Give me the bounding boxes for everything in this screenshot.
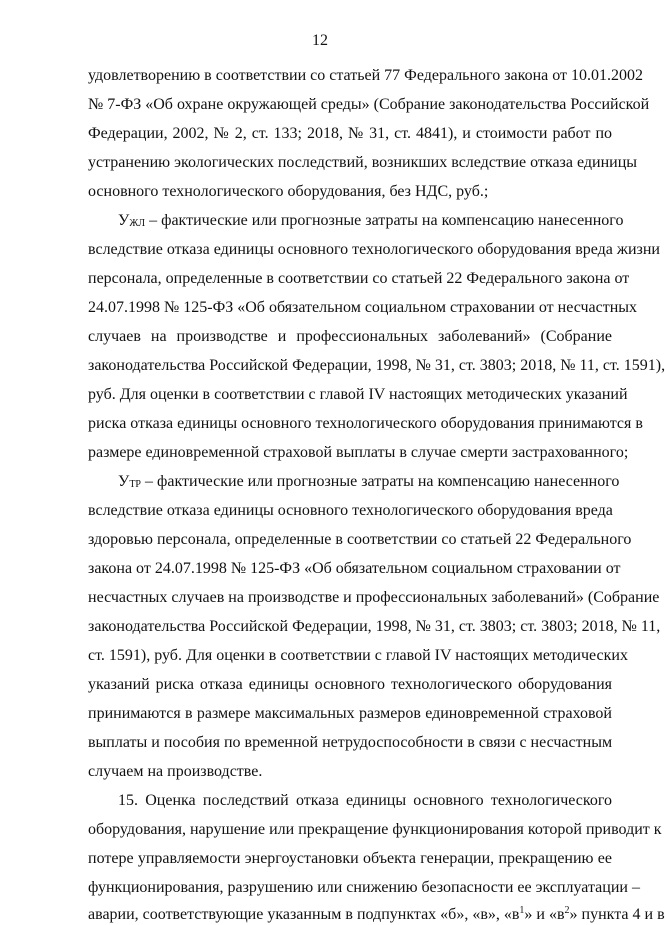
text-line: случаев на производстве и профессиональных заболеваний» (Собрание — [88, 328, 612, 345]
text-line: указаний риска отказа единицы основного технологического оборудования — [88, 676, 612, 693]
text-line: ст. 1591), руб. Для оценки в соответствии с главой IV настоящих методических — [88, 647, 628, 664]
text-line: вследствие отказа единицы основного технологического оборудования вреда жизни — [88, 241, 660, 258]
text-line: Федерации, 2002, № 2, ст. 133; 2018, № 31, ст. 4841), и стоимости работ по — [88, 125, 612, 142]
definition-u-zhl-line: $У_{ЖЛ}$ – фактические или прогнозные затраты на компенсацию нанесенного — [118, 212, 624, 229]
text-line: персонала, определенные в соответствии со статьей 22 Федерального закона от — [88, 270, 630, 287]
text-line-cutoff: аварии, соответствующие указанным в подпунктах «б», «в», «$в^1$» и «$в^2$» пункта 4 и в — [88, 905, 665, 923]
text-line: выплаты и пособия по временной нетрудоспособности в связи с несчастным — [88, 734, 613, 751]
text-line: здоровью персонала, определенные в соответствии со статьей 22 Федерального — [88, 531, 632, 548]
page-number: 12 — [312, 32, 328, 49]
text-line: руб. Для оценки в соответствии с главой IV настоящих методических указаний — [88, 386, 628, 403]
symbol-u-tr: $У_{ТР}$ — [118, 473, 141, 490]
text-line: законодательства Российской Федерации, 1998, № 31, ст. 3803; ст. 3803; 2018, № 11, — [88, 618, 661, 635]
text-line: размере единовременной страховой выплаты в случае смерти застрахованного; — [88, 444, 629, 461]
text-line: оборудования, нарушение или прекращение функционирования которой приводит к — [88, 821, 662, 838]
symbol-u-zhl: $У_{ЖЛ}$ — [118, 212, 146, 229]
text-line: удовлетворению в соответствии со статьей 77 Федерального закона от 10.01.2002 — [88, 67, 644, 84]
text-line: несчастных случаев на производстве и профессиональных заболеваний» (Собрание — [88, 589, 660, 606]
text-line: принимаются в размере максимальных размеров единовременной страховой — [88, 705, 612, 722]
text-line: закона от 24.07.1998 № 125-ФЗ «Об обязательном социальном страховании от — [88, 560, 621, 577]
text-line: 24.07.1998 № 125-ФЗ «Об обязательном социальном страховании от несчастных — [88, 299, 638, 316]
text-line: устранению экологических последствий, возникших вследствие отказа единицы — [88, 154, 637, 171]
text-line: случаем на производстве. — [88, 763, 263, 780]
text-line: вследствие отказа единицы основного технологического оборудования вреда — [88, 502, 613, 519]
text-line: основного технологического оборудования, без НДС, руб.; — [88, 183, 489, 200]
text-line: законодательства Российской Федерации, 1998, № 31, ст. 3803; 2018, № 11, ст. 1591), — [88, 357, 665, 374]
text-line: функционирования, разрушению или снижению безопасности ее эксплуатации – — [88, 879, 640, 896]
text-line: потере управляемости энергоустановки объекта генерации, прекращению ее — [88, 850, 612, 867]
definition-u-tr-line: $У_{ТР}$ – фактические или прогнозные затраты на компенсацию нанесенного — [118, 473, 620, 490]
text-line: № 7-ФЗ «Об охране окружающей среды» (Собрание законодательства Российской — [88, 96, 650, 113]
item-15-heading-line: 15. Оценка последствий отказа единицы основного технологического — [118, 792, 612, 809]
text-line: риска отказа единицы основного технологического оборудования принимаются в — [88, 415, 643, 432]
